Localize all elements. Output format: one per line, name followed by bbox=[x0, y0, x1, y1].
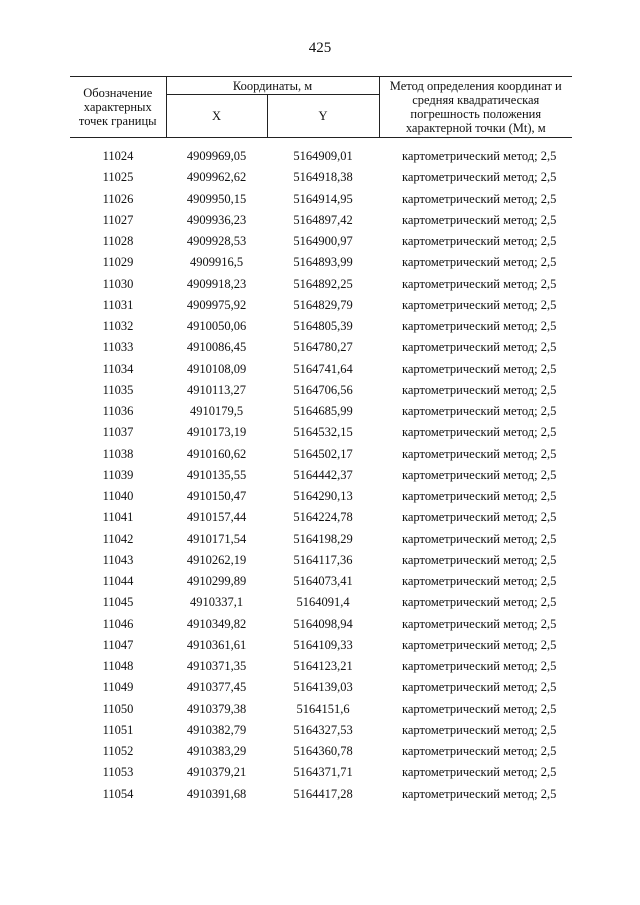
cell-method: картометрический метод; 2,5 bbox=[402, 637, 557, 652]
table-row bbox=[70, 380, 572, 401]
cell-x: 4909962,62 bbox=[186, 170, 247, 185]
cell-method: картометрический метод; 2,5 bbox=[402, 552, 557, 567]
cell-method: картометрический метод; 2,5 bbox=[402, 382, 557, 397]
table-row bbox=[70, 231, 572, 252]
cell-y: 5164805,39 bbox=[293, 319, 353, 334]
cell-x: 4910337,1 bbox=[189, 595, 244, 610]
cell-method: картометрический метод; 2,5 bbox=[402, 595, 557, 610]
table-header bbox=[70, 76, 572, 138]
cell-y: 5164417,28 bbox=[293, 786, 353, 801]
cell-x: 4910262,19 bbox=[186, 552, 247, 567]
cell-y: 5164829,79 bbox=[293, 297, 353, 312]
cell-x: 4910157,44 bbox=[186, 510, 247, 525]
cell-y: 5164893,99 bbox=[293, 255, 353, 270]
cell-y: 5164091,4 bbox=[296, 595, 350, 610]
cell-y: 5164442,37 bbox=[293, 467, 353, 482]
cell-x: 4910160,62 bbox=[186, 446, 247, 461]
table-row bbox=[70, 784, 572, 805]
cell-method: картометрический метод; 2,5 bbox=[402, 149, 557, 164]
cell-y: 5164224,78 bbox=[293, 510, 353, 525]
cell-point-id: 11043 bbox=[102, 552, 134, 567]
cell-x: 4910382,79 bbox=[186, 722, 247, 737]
cell-method: картометрический метод; 2,5 bbox=[402, 510, 557, 525]
table-row bbox=[70, 720, 572, 741]
coordinates-table bbox=[70, 146, 572, 805]
table-row bbox=[70, 486, 572, 507]
cell-method: картометрический метод; 2,5 bbox=[402, 659, 557, 674]
cell-x: 4910050,06 bbox=[186, 319, 247, 334]
table-row bbox=[70, 529, 572, 550]
cell-x: 4909975,92 bbox=[186, 297, 247, 312]
cell-point-id: 11026 bbox=[102, 191, 134, 206]
cell-x: 4909936,23 bbox=[186, 212, 247, 227]
table-row bbox=[70, 359, 572, 380]
cell-y: 5164918,38 bbox=[293, 170, 353, 185]
cell-point-id: 11029 bbox=[102, 255, 134, 270]
cell-method: картометрический метод; 2,5 bbox=[402, 234, 557, 249]
cell-x: 4910361,61 bbox=[186, 637, 247, 652]
cell-x: 4910299,89 bbox=[186, 574, 247, 589]
cell-y: 5164532,15 bbox=[293, 425, 353, 440]
cell-method: картометрический метод; 2,5 bbox=[402, 467, 557, 482]
cell-method: картометрический метод; 2,5 bbox=[402, 212, 557, 227]
table-row bbox=[70, 444, 572, 465]
cell-point-id: 11028 bbox=[102, 234, 134, 249]
cell-point-id: 11037 bbox=[102, 425, 134, 440]
cell-point-id: 11050 bbox=[102, 701, 134, 716]
cell-x: 4909969,05 bbox=[186, 149, 247, 164]
cell-y: 5164139,03 bbox=[293, 680, 353, 695]
cell-method: картометрический метод; 2,5 bbox=[402, 744, 557, 759]
cell-point-id: 11049 bbox=[102, 680, 134, 695]
cell-method: картометрический метод; 2,5 bbox=[402, 170, 557, 185]
cell-x: 4909928,53 bbox=[186, 234, 247, 249]
cell-point-id: 11030 bbox=[102, 276, 134, 291]
table-row bbox=[70, 337, 572, 358]
header-method: Метод определения координат и средняя квадратическая погрешность положения характерной точки (Mt), м bbox=[379, 77, 572, 138]
cell-method: картометрический метод; 2,5 bbox=[402, 722, 557, 737]
table-row bbox=[70, 762, 572, 783]
cell-x: 4909916,5 bbox=[189, 255, 244, 270]
cell-x: 4910108,09 bbox=[186, 361, 247, 376]
cell-y: 5164109,33 bbox=[293, 637, 353, 652]
table-row bbox=[70, 741, 572, 762]
cell-method: картометрический метод; 2,5 bbox=[402, 616, 557, 631]
cell-y: 5164371,71 bbox=[293, 765, 353, 780]
cell-x: 4910349,82 bbox=[186, 616, 247, 631]
header-point-designation: Обозначение характерных точек границы bbox=[70, 77, 166, 138]
cell-y: 5164290,13 bbox=[293, 489, 353, 504]
header-coordinates: Координаты, м bbox=[166, 77, 379, 95]
cell-method: картометрический метод; 2,5 bbox=[402, 191, 557, 206]
cell-point-id: 11033 bbox=[102, 340, 134, 355]
cell-y: 5164780,27 bbox=[293, 340, 353, 355]
cell-point-id: 11046 bbox=[102, 616, 134, 631]
cell-method: картометрический метод; 2,5 bbox=[402, 319, 557, 334]
cell-x: 4910179,5 bbox=[189, 404, 244, 419]
cell-x: 4910086,45 bbox=[186, 340, 247, 355]
cell-x: 4910377,45 bbox=[186, 680, 247, 695]
cell-y: 5164685,99 bbox=[293, 404, 353, 419]
table-row bbox=[70, 167, 572, 188]
header-x: X bbox=[166, 95, 267, 138]
cell-point-id: 11045 bbox=[102, 595, 134, 610]
cell-x: 4910379,21 bbox=[186, 765, 247, 780]
table-row bbox=[70, 422, 572, 443]
cell-x: 4910383,29 bbox=[186, 744, 247, 759]
cell-y: 5164892,25 bbox=[293, 276, 353, 291]
cell-point-id: 11042 bbox=[102, 531, 134, 546]
cell-point-id: 11039 bbox=[102, 467, 134, 482]
table-row bbox=[70, 656, 572, 677]
cell-method: картометрический метод; 2,5 bbox=[402, 786, 557, 801]
cell-method: картометрический метод; 2,5 bbox=[402, 446, 557, 461]
cell-point-id: 11038 bbox=[102, 446, 134, 461]
cell-point-id: 11032 bbox=[102, 319, 134, 334]
table-row bbox=[70, 252, 572, 273]
table-row bbox=[70, 614, 572, 635]
table-row bbox=[70, 316, 572, 337]
cell-y: 5164914,95 bbox=[293, 191, 353, 206]
table-row bbox=[70, 210, 572, 231]
cell-y: 5164098,94 bbox=[293, 616, 353, 631]
cell-method: картометрический метод; 2,5 bbox=[402, 531, 557, 546]
cell-point-id: 11034 bbox=[102, 361, 134, 376]
cell-y: 5164741,64 bbox=[293, 361, 353, 376]
cell-x: 4910371,35 bbox=[186, 659, 247, 674]
cell-method: картометрический метод; 2,5 bbox=[402, 425, 557, 440]
cell-y: 5164073,41 bbox=[293, 574, 353, 589]
cell-y: 5164151,6 bbox=[296, 701, 350, 716]
table-row bbox=[70, 635, 572, 656]
cell-x: 4910173,19 bbox=[186, 425, 247, 440]
cell-method: картометрический метод; 2,5 bbox=[402, 574, 557, 589]
cell-y: 5164706,56 bbox=[293, 382, 353, 397]
cell-x: 4909918,23 bbox=[186, 276, 247, 291]
table-row bbox=[70, 592, 572, 613]
cell-point-id: 11025 bbox=[102, 170, 134, 185]
cell-point-id: 11051 bbox=[102, 722, 134, 737]
cell-method: картометрический метод; 2,5 bbox=[402, 701, 557, 716]
cell-x: 4909950,15 bbox=[186, 191, 247, 206]
cell-point-id: 11054 bbox=[102, 786, 134, 801]
cell-point-id: 11040 bbox=[102, 489, 134, 504]
cell-point-id: 11044 bbox=[102, 574, 134, 589]
cell-method: картометрический метод; 2,5 bbox=[402, 404, 557, 419]
header-y: Y bbox=[267, 95, 379, 138]
cell-method: картометрический метод; 2,5 bbox=[402, 340, 557, 355]
cell-y: 5164360,78 bbox=[293, 744, 353, 759]
table-row bbox=[70, 146, 572, 167]
cell-point-id: 11027 bbox=[102, 212, 134, 227]
cell-method: картометрический метод; 2,5 bbox=[402, 361, 557, 376]
table-row bbox=[70, 401, 572, 422]
cell-point-id: 11024 bbox=[102, 149, 134, 164]
cell-method: картометрический метод; 2,5 bbox=[402, 276, 557, 291]
table-row bbox=[70, 507, 572, 528]
cell-method: картометрический метод; 2,5 bbox=[402, 765, 557, 780]
cell-y: 5164327,53 bbox=[293, 722, 353, 737]
cell-method: картометрический метод; 2,5 bbox=[402, 680, 557, 695]
table-row bbox=[70, 550, 572, 571]
cell-y: 5164123,21 bbox=[293, 659, 353, 674]
cell-y: 5164900,97 bbox=[293, 234, 353, 249]
cell-y: 5164117,36 bbox=[293, 552, 353, 567]
page-number: 425 bbox=[308, 40, 332, 56]
cell-point-id: 11031 bbox=[102, 297, 134, 312]
table-row bbox=[70, 465, 572, 486]
cell-x: 4910391,68 bbox=[186, 786, 247, 801]
table-row bbox=[70, 274, 572, 295]
cell-y: 5164502,17 bbox=[293, 446, 353, 461]
cell-y: 5164909,01 bbox=[293, 149, 353, 164]
cell-point-id: 11052 bbox=[102, 744, 134, 759]
cell-point-id: 11035 bbox=[102, 382, 134, 397]
cell-y: 5164897,42 bbox=[293, 212, 353, 227]
cell-method: картометрический метод; 2,5 bbox=[402, 489, 557, 504]
table-row bbox=[70, 295, 572, 316]
cell-x: 4910135,55 bbox=[186, 467, 247, 482]
cell-point-id: 11047 bbox=[102, 637, 134, 652]
cell-x: 4910171,54 bbox=[186, 531, 247, 546]
cell-point-id: 11036 bbox=[102, 404, 134, 419]
cell-method: картометрический метод; 2,5 bbox=[402, 255, 557, 270]
cell-x: 4910113,27 bbox=[187, 382, 246, 397]
cell-point-id: 11048 bbox=[102, 659, 134, 674]
table-row bbox=[70, 571, 572, 592]
cell-x: 4910379,38 bbox=[186, 701, 247, 716]
cell-y: 5164198,29 bbox=[293, 531, 353, 546]
cell-x: 4910150,47 bbox=[186, 489, 247, 504]
table-row bbox=[70, 699, 572, 720]
table-row bbox=[70, 677, 572, 698]
cell-method: картометрический метод; 2,5 bbox=[402, 297, 557, 312]
cell-point-id: 11053 bbox=[102, 765, 134, 780]
cell-point-id: 11041 bbox=[102, 510, 134, 525]
table-row bbox=[70, 189, 572, 210]
